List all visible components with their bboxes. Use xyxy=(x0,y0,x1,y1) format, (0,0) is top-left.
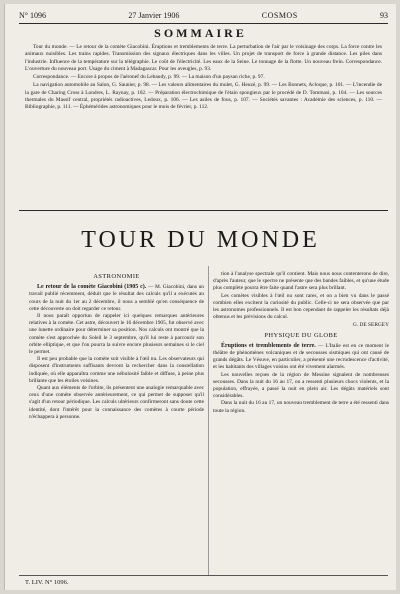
section-title: TOUR DU MONDE xyxy=(81,227,320,253)
article-paragraph: Il est peu probable que la comète soit visible à l'œil nu. Les observateurs qui disposent d'instruments suffisants devront la rechercher dans la constellation indiquée, où elle apparaîtra comme une nébulosité faible et diffuse, à peine plus brillante que les étoiles voisines. xyxy=(29,356,204,384)
paragraph-text: — M. Giacobini, dans un travail publié récemment, déduit que le résultat des calculs qu'il a exécutés au cours de la nuit du 1er au 2 décembre, il nous a semblé qu'en conséquence de cette découverte on doit regarder ce retour. xyxy=(29,284,204,312)
issue-number: N° 1096 xyxy=(19,10,46,20)
footer-rule xyxy=(19,575,388,576)
article-paragraph xyxy=(213,343,389,372)
article-paragraph: Les comètes visibles à l'œil nu sont rares, et on a bien vu dans le passé combien elles excitent la curiosité du public. Celle-ci ne sera observée que par les astronomes professionnels. Il est bon cependant de rappeler les résultats déjà obtenus et les prévisions du calcul. xyxy=(213,292,389,321)
right-column xyxy=(213,271,389,415)
header-rule xyxy=(19,23,388,24)
left-column xyxy=(29,271,204,421)
article-paragraph: Quant aux éléments de l'orbite, ils présentent une analogie remarquable avec ceux d'une comète observée antérieurement, ce qui permet de supposer qu'il s'agit d'un retour périodique. Les calculs ultérieurs confirmeront sans doute cette identité, dont l'intérêt pour la connaissance des comètes à courte période n'échappera à personne. xyxy=(29,385,204,420)
article-paragraph xyxy=(29,284,204,313)
sommaire-body xyxy=(25,44,382,113)
issue-date: 27 Janvier 1906 xyxy=(128,10,180,20)
author-signature: G. DE SERGEY xyxy=(352,322,389,329)
page-header xyxy=(19,8,388,22)
article-paragraph: Les nouvelles reçues de la région de Messine signalent de nombreuses secousses. Dans la nuit du 16 au 17, on a ressenti plusieurs chocs violents, et la population, effrayée, a passé la nuit en plein air. Les dégâts matériels sont considérables. xyxy=(213,371,389,400)
page-number: 93 xyxy=(379,10,388,20)
sommaire-paragraph: Tour du monde. — Le retour de la comète Giacobini. Éruptions et tremblements de terre. La perturbation de l'air par le voisinage des corps. La force contre les animaux nuisibles. Les trains rapides. Transmission des signaux électriques dans les villes. Un projet de transport de force à grande distance. Les piles dans l'industrie. Influence de la température sur la télégraphie. Le coût de l'électricité. Les eaux de la Seine. Le tonnage de la flotte. Un nouveau frein. Correspondance. L'ouverture du nouveau port. Usage du ciment à Madagascar. Pour les aveugles, p. 93. xyxy=(25,44,382,72)
article-paragraph: Dans la nuit du 16 au 17, un nouveau tremblement de terre a été ressenti dans toute la région. xyxy=(213,400,389,414)
journal-name: COSMOS xyxy=(261,10,298,20)
physique-heading: PHYSIQUE DU GLOBE xyxy=(264,331,338,339)
sommaire-paragraph: Correspondance. — Encore à propos de l'aéronef du Lebaudy, p. 99. — La maison d'un paysan riche, p. 97. xyxy=(33,74,265,81)
volume-footer: T. LIV. N° 1096. xyxy=(25,579,69,586)
sommaire-rule xyxy=(19,210,388,211)
sommaire-paragraph: La navigation automobile au Salon, G. Saunier, p. 98. — Les valeurs alimentaires du mulet, G. Heuzé, p. 99. — Les Bonnets, Acloque, p. 101. — L'incendie de la gare de Charing Cross à Londres, L. Raynay, p. 102. — Préparation électrochimique de l'étain spongieux par le procédé de D. Tommasi, p. 104. — Les sources thermales du Massif central, propriétés radioactives, Ledoux, p. 106. — Les asiles de fous, p. 107. — Sociétés savantes : Académie des sciences, p. 110. — Bibliographie, p. 111. — Éphémérides astronomiques pour le mois de février, p. 112. xyxy=(25,82,382,111)
column-separator xyxy=(208,266,209,576)
journal-page xyxy=(4,4,396,590)
article-paragraph: tion à l'analyse spectrale qu'il contient. Mais nous nous contenterons de dire, d'après l'auteur, que le spectre ne présente que des bandes faibles, et qu'une étude plus complète pourra être faite quand l'astre sera plus brillant. xyxy=(213,271,389,292)
comet-subheading: Le retour de la comète Giacobini (1905 c). xyxy=(37,284,147,291)
sommaire-title: SOMMAIRE xyxy=(154,26,247,40)
eruptions-subheading: Éruptions et tremblements de terre. xyxy=(221,342,316,349)
astronomie-heading: ASTRONOMIE xyxy=(93,273,140,280)
article-paragraph: Il nous paraît opportun de rappeler ici quelques remarques antérieures relatives à la comète. Cet astre, découvert le 16 décembre 1905, fut observé avec une lunette ordinaire pour déterminer sa position. Nos calculs ont montré que la comète s'est approchée du Soleil le 3 septembre, qu'il lui reste à parcourir son orbite elliptique, et que l'on pourra la suivre encore plusieurs semaines si le ciel le permet. xyxy=(29,313,204,356)
paragraph-text: — L'Italie est en ce moment le théâtre de phénomènes volcaniques et de secousses sismiques qui ont causé de grands dégâts. Le Vésuve, en particulier, a présenté une recrudescence d'activité, et les habitants des villages voisins ont été vivement alarmés. xyxy=(213,342,389,371)
